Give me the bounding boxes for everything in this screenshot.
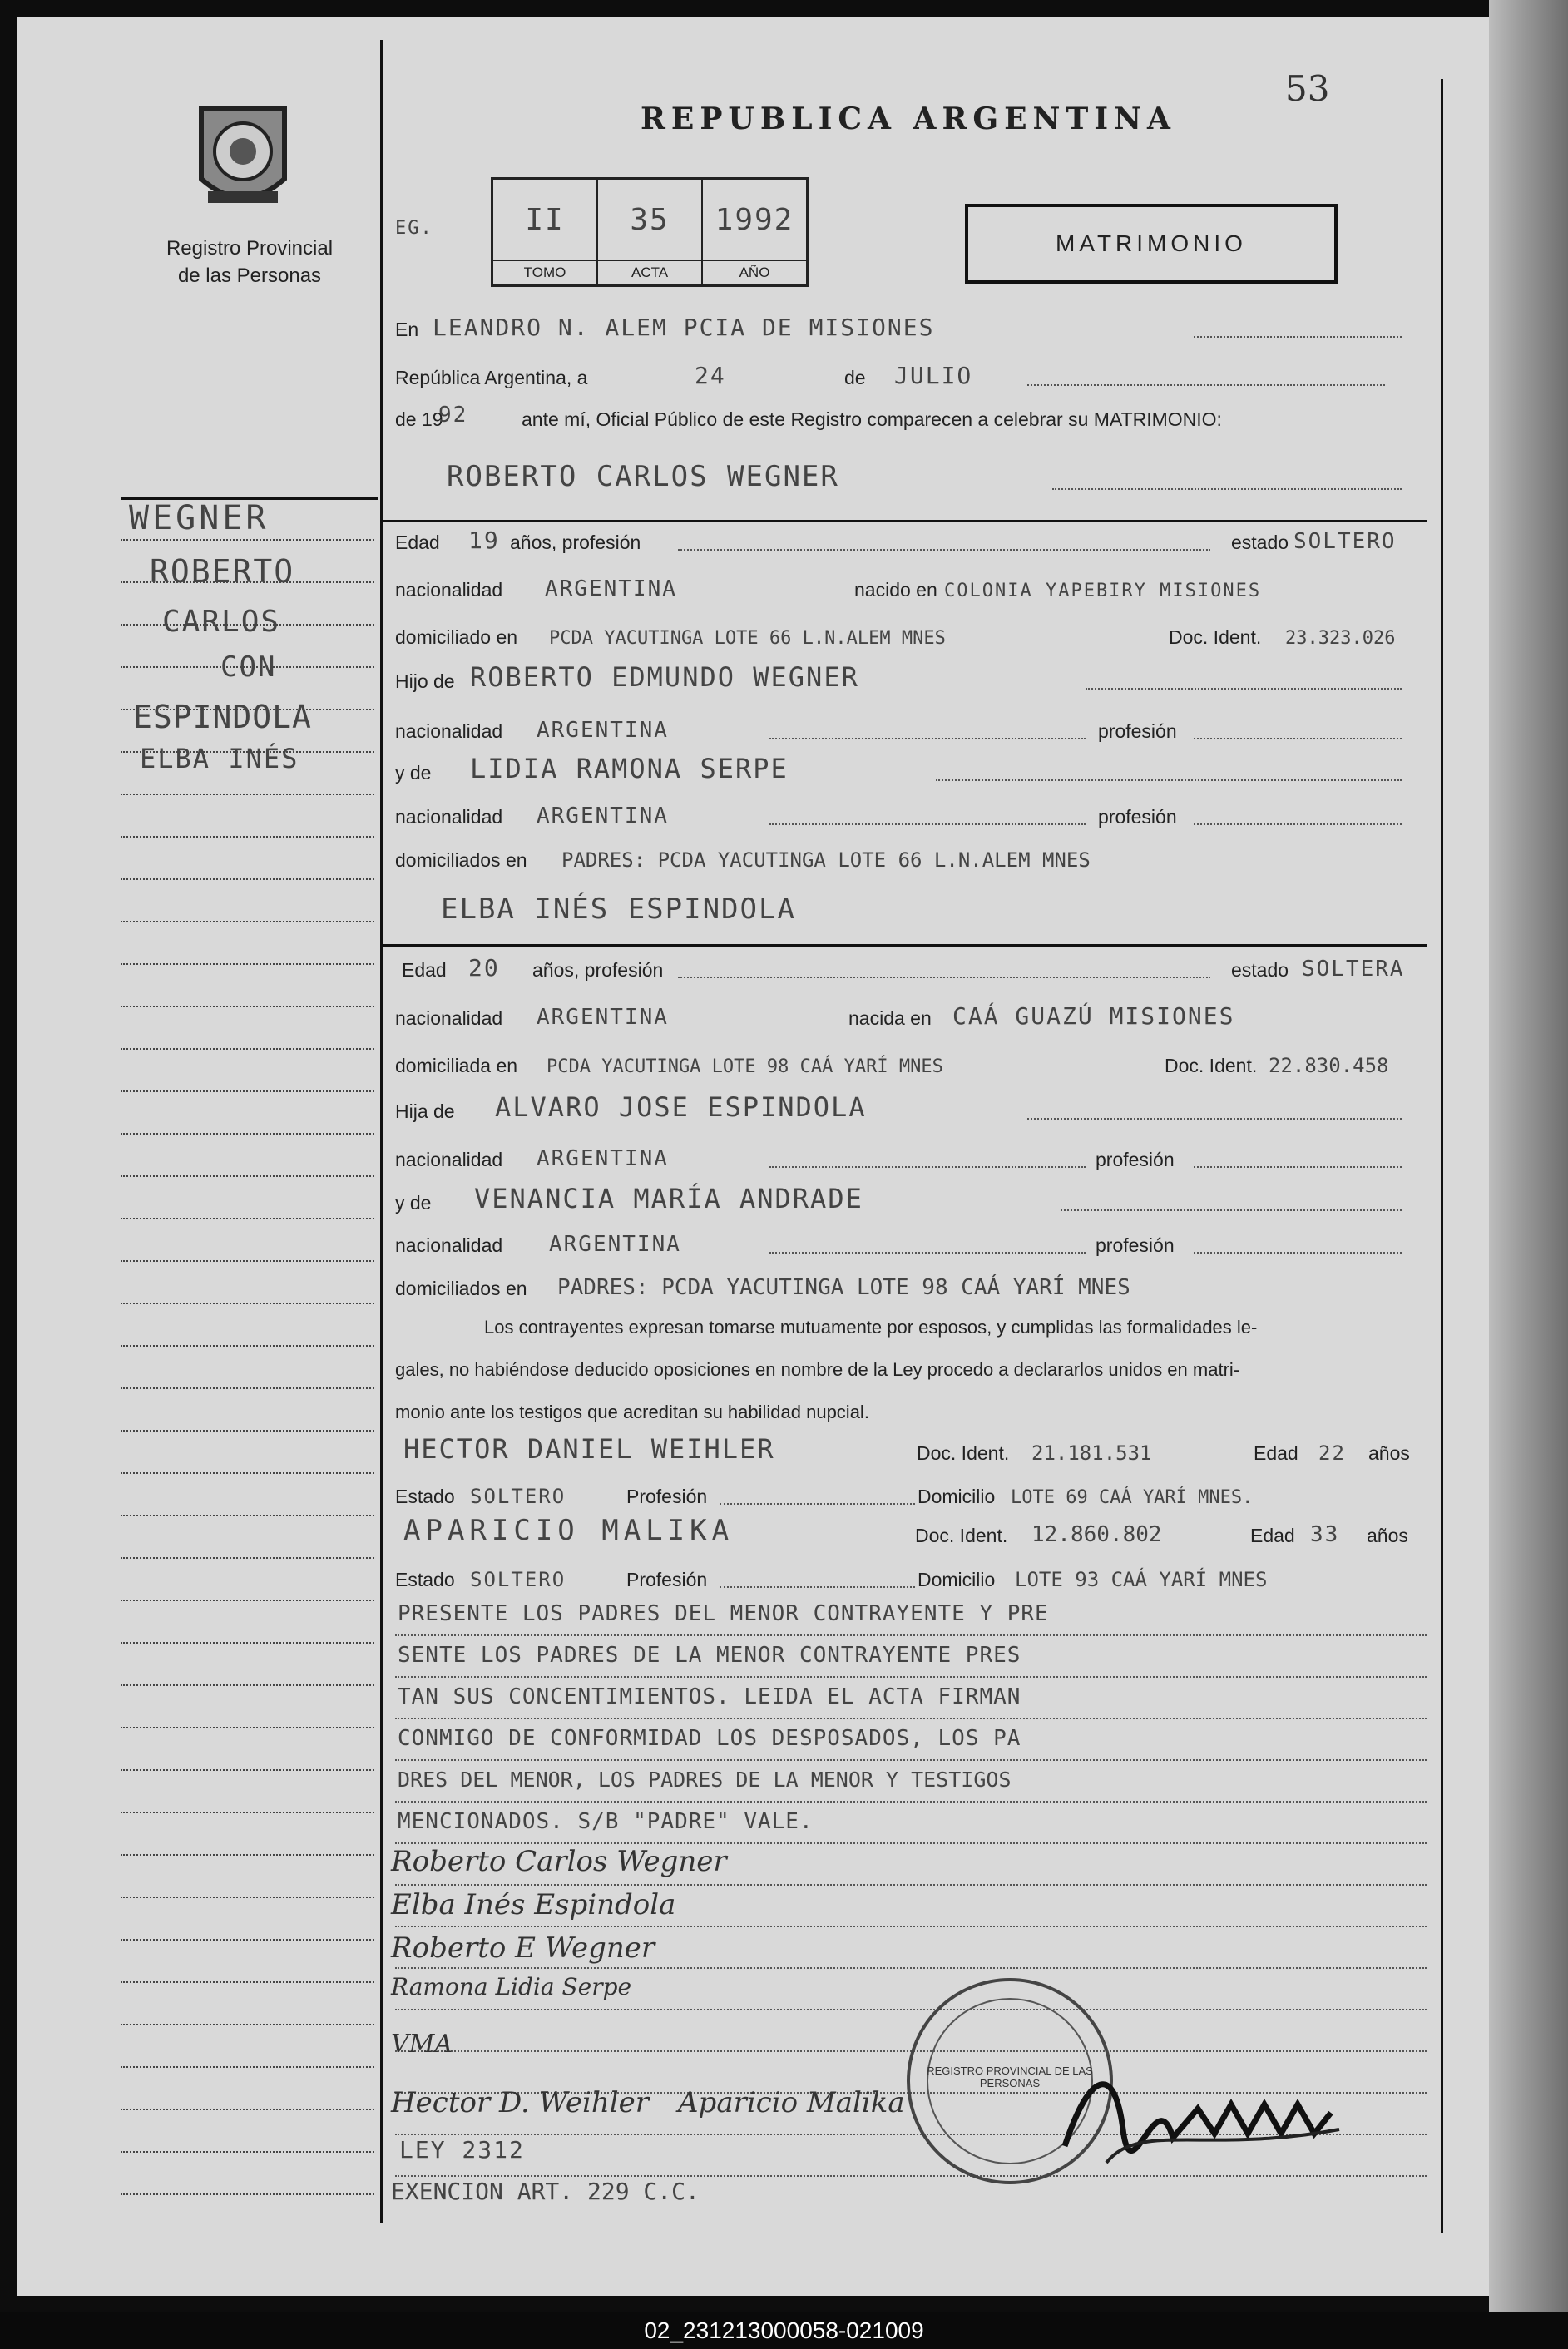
margin-rule-line	[121, 1090, 374, 1092]
margin-rule-line	[121, 1854, 374, 1856]
margin-rule-line	[121, 1387, 374, 1389]
note-rule-line	[395, 1634, 1427, 1636]
margin-rule-line	[121, 1260, 374, 1262]
groom-doc: 23.323.026	[1285, 628, 1396, 649]
de-label: de	[844, 367, 866, 388]
margin-rule-line	[121, 1303, 374, 1304]
groom-nacionalidad: ARGENTINA	[545, 576, 677, 601]
month-value: JULIO	[894, 362, 973, 389]
province-seal-icon	[193, 100, 293, 216]
note-line-5: DRES DEL MENOR, LOS PADRES DE LA MENOR Y TESTIGOS	[398, 1768, 1012, 1792]
witness1-doc: 21.181.531	[1031, 1442, 1152, 1465]
bride-mother-nac: ARGENTINA	[549, 1232, 681, 1257]
year-suffix: 92	[438, 403, 468, 428]
margin-rule-line	[121, 2109, 374, 2110]
margin-rule-line	[121, 921, 374, 922]
official-signature-icon	[1056, 2046, 1356, 2171]
witness1-name: HECTOR DANIEL WEIHLER	[403, 1433, 775, 1465]
groom-doc-label: Doc. Ident.	[1169, 626, 1262, 648]
groom-age: 19	[468, 527, 500, 554]
margin-rule-line	[121, 1727, 374, 1728]
margin-name-6: ELBA INÉS	[140, 743, 299, 774]
nac-label: nacionalidad	[395, 1149, 503, 1170]
margin-rule-line	[121, 1557, 374, 1559]
prof-label: profesión	[1098, 806, 1177, 828]
row-year	[395, 399, 1427, 433]
nac-label: nacionalidad	[395, 1007, 503, 1029]
acta-label: ACTA	[598, 260, 701, 284]
margin-rule-line	[121, 2024, 374, 2025]
bride-parents-dom: PADRES: PCDA YACUTINGA LOTE 98 CAÁ YARÍ MNES	[557, 1275, 1130, 1300]
note-rule-line	[395, 1926, 1427, 1927]
row-groom-father-nac	[395, 711, 1427, 744]
margin-rule-line	[121, 1939, 374, 1941]
note-rule-line	[395, 2009, 1427, 2010]
row-witness1	[395, 1433, 1427, 1466]
country-title: REPUBLICA ARGENTINA	[641, 101, 1176, 136]
row-bride-mother-nac	[395, 1225, 1427, 1259]
prof-label: Profesión	[626, 1569, 708, 1590]
page-number: 53	[1285, 68, 1330, 109]
note-line-1: PRESENTE LOS PADRES DEL MENOR CONTRAYENTE Y PRE	[398, 1601, 1049, 1626]
witness1-estado: SOLTERO	[470, 1485, 566, 1508]
bride-domicilio: PCDA YACUTINGA LOTE 98 CAÁ YARÍ MNES	[547, 1056, 943, 1077]
signature-witness1: Hector D. Weihler	[391, 2086, 649, 2119]
bride-name: ELBA INÉS ESPINDOLA	[441, 893, 796, 926]
tomo-value: II	[525, 203, 565, 237]
margin-rule-line	[121, 1684, 374, 1686]
registry-office-line1: Registro Provincial	[166, 237, 334, 260]
groom-nac-label: nacionalidad	[395, 579, 503, 601]
margin-rule-line	[121, 2066, 374, 2068]
bride-anos-prof: años, profesión	[532, 959, 664, 981]
groom-estado: SOLTERO	[1293, 529, 1397, 554]
margin-rule-line	[121, 963, 374, 965]
note-rule-line	[395, 1718, 1427, 1719]
margin-rule-line	[121, 1048, 374, 1050]
groom-edad-label: Edad	[395, 532, 440, 553]
row-groom-parents-dom	[395, 840, 1427, 873]
dom-label: Domicilio	[918, 1569, 996, 1590]
margin-rule-line	[121, 1642, 374, 1644]
estado-label: Estado	[395, 1569, 455, 1590]
doms-label: domiciliados en	[395, 1278, 527, 1299]
margin-rule-line	[121, 836, 374, 838]
margin-rule-line	[121, 2151, 374, 2153]
place-value: LEANDRO N. ALEM PCIA DE MISIONES	[433, 314, 935, 341]
row-groom-age	[395, 522, 1427, 556]
anos-label: años	[1368, 1442, 1410, 1464]
tomo-label: TOMO	[493, 260, 596, 284]
margin-rule-line	[121, 2193, 374, 2195]
witness2-name: APARICIO MALIKA	[403, 1514, 735, 1547]
closing-line-1: LEY 2312	[399, 2136, 525, 2164]
row-witness2-estado	[395, 1560, 1427, 1593]
formula-text: ante mí, Oficial Público de este Registro comparecen a celebrar su MATRIMONIO:	[522, 408, 1222, 430]
prof-label: Profesión	[626, 1486, 708, 1507]
witness1-dom: LOTE 69 CAÁ YARÍ MNES.	[1011, 1487, 1254, 1508]
row-bride-dom	[395, 1046, 1427, 1079]
groom-anos-prof: años, profesión	[510, 532, 641, 553]
groom-mother: LIDIA RAMONA SERPE	[470, 753, 789, 784]
row-place	[395, 309, 1427, 343]
note-rule-line	[395, 1801, 1427, 1803]
dom-label: Domicilio	[918, 1486, 996, 1507]
day-value: 24	[695, 362, 726, 389]
margin-rule-line	[121, 1600, 374, 1601]
groom-name: ROBERTO CARLOS WEGNER	[447, 460, 839, 493]
note-rule-line	[395, 1884, 1427, 1886]
margin-rule-line	[121, 1133, 374, 1135]
row-groom-dom	[395, 617, 1427, 650]
row-witness2	[395, 1516, 1427, 1549]
margin-rule-line	[121, 1981, 374, 1983]
tomo-acta-ano-box	[491, 177, 809, 287]
margin-rule-line	[121, 1515, 374, 1516]
groom-estado-label: estado	[1231, 532, 1289, 553]
bride-nacida-label: nacida en	[848, 1007, 932, 1029]
bride-dom-label: domiciliada en	[395, 1055, 518, 1076]
doc-label: Doc. Ident.	[917, 1442, 1010, 1464]
row-date	[395, 358, 1427, 391]
signature-groom: Roberto Carlos Wegner	[391, 1845, 727, 1878]
margin-rule-line	[121, 539, 374, 541]
bride-mother: VENANCIA MARÍA ANDRADE	[474, 1183, 863, 1214]
row-bride-father-nac	[395, 1140, 1427, 1173]
groom-nacido-label: nacido en	[854, 579, 937, 601]
signature-groom-father: Roberto E Wegner	[391, 1931, 655, 1965]
bride-doc: 22.830.458	[1269, 1054, 1389, 1077]
bride-father: ALVARO JOSE ESPINDOLA	[495, 1091, 867, 1123]
row-groom-nac	[395, 570, 1427, 603]
groom-dom-label: domiciliado en	[395, 626, 518, 648]
footer-code: 02_231213000058-021009	[0, 2312, 1568, 2349]
bride-birthplace: CAÁ GUAZÚ MISIONES	[952, 1002, 1235, 1030]
margin-name-5: ESPINDOLA	[133, 699, 312, 735]
margin-rule-line	[121, 1345, 374, 1347]
stamp-text: REGISTRO PROVINCIAL DE LAS PERSONAS	[927, 2065, 1093, 2089]
note-rule-line	[395, 1676, 1427, 1678]
margin-rule-line	[121, 1472, 374, 1474]
margin-name-1: WEGNER	[129, 499, 270, 537]
nac-label: nacionalidad	[395, 806, 503, 828]
row-groom-father	[395, 661, 1427, 695]
witness2-estado: SOLTERO	[470, 1568, 566, 1591]
bride-estado: SOLTERA	[1302, 957, 1405, 982]
row-groom-mother	[395, 753, 1427, 786]
bride-father-nac: ARGENTINA	[537, 1146, 669, 1171]
ano-cell	[703, 180, 806, 284]
act-type: MATRIMONIO	[1056, 230, 1247, 256]
declaration-line-2: gales, no habiéndose deducido oposiciones en nombre de la Ley procedo a declararlos unidos en matri-	[395, 1359, 1240, 1380]
witness1-age: 22	[1318, 1442, 1346, 1465]
groom-parents-dom: PADRES: PCDA YACUTINGA LOTE 66 L.N.ALEM MNES	[561, 848, 1091, 872]
acta-cell	[598, 180, 703, 284]
margin-rule-line	[121, 1218, 374, 1219]
bride-divider	[383, 944, 1427, 947]
en-label: En	[395, 319, 419, 340]
doc-label: Doc. Ident.	[915, 1525, 1008, 1546]
declaration-line-1: Los contrayentes expresan tomarse mutuamente por esposos, y cumplidas las formalidades le-	[484, 1317, 1258, 1338]
nac-label: nacionalidad	[395, 720, 503, 742]
margin-rule-line	[121, 1897, 374, 1898]
year-prefix: de 19	[395, 408, 443, 430]
bride-edad-label: Edad	[402, 959, 447, 981]
yde-label: y de	[395, 762, 432, 784]
margin-rule-line	[121, 794, 374, 795]
bride-nacionalidad: ARGENTINA	[537, 1005, 669, 1030]
hija-label: Hija de	[395, 1100, 455, 1122]
closing-line-2: EXENCION ART. 229 C.C.	[391, 2178, 700, 2205]
prof-label: profesión	[1096, 1234, 1175, 1256]
right-rule	[1441, 79, 1443, 2233]
margin-rule-line	[121, 1006, 374, 1007]
tomo-cell	[493, 180, 598, 284]
margin-name-2: ROBERTO	[150, 553, 295, 590]
page-edge	[1489, 0, 1568, 2312]
republica-label: República Argentina, a	[395, 367, 588, 388]
groom-father-nac: ARGENTINA	[537, 718, 669, 743]
note-rule-line	[395, 1842, 1427, 1844]
yde-label: y de	[395, 1192, 432, 1214]
note-line-4: CONMIGO DE CONFORMIDAD LOS DESPOSADOS, LOS PA	[398, 1726, 1021, 1751]
margin-rule-line	[121, 878, 374, 880]
groom-hijo-label: Hijo de	[395, 670, 455, 692]
note-rule-line	[395, 1967, 1427, 1969]
row-witness1-estado	[395, 1476, 1427, 1510]
ano-label: AÑO	[703, 260, 806, 284]
bride-estado-label: estado	[1231, 959, 1289, 981]
row-bride-age	[395, 950, 1427, 983]
registry-office-line2: de las Personas	[177, 265, 322, 287]
margin-rule-line	[121, 1812, 374, 1813]
margin-note: EG.	[395, 218, 433, 239]
signature-witness2: Aparicio Malika	[678, 2086, 905, 2119]
note-rule-line	[395, 2175, 1427, 2177]
witness2-age: 33	[1310, 1522, 1340, 1547]
groom-birthplace: COLONIA YAPEBIRY MISIONES	[944, 581, 1262, 601]
doc-label: Doc. Ident.	[1165, 1055, 1258, 1076]
note-rule-line	[395, 1759, 1427, 1761]
bride-age: 20	[468, 954, 500, 982]
note-line-6: MENCIONADOS. S/B "PADRE" VALE.	[398, 1809, 814, 1834]
margin-rule-line	[121, 1769, 374, 1771]
groom-mother-nac: ARGENTINA	[537, 804, 669, 828]
row-bride-nac	[395, 998, 1427, 1031]
row-groom-mother-nac	[395, 797, 1427, 830]
nac-label: nacionalidad	[395, 1234, 503, 1256]
margin-rule-line	[121, 1175, 374, 1177]
prof-label: profesión	[1098, 720, 1177, 742]
declaration-line-3: monio ante los testigos que acreditan su habilidad nupcial.	[395, 1402, 869, 1422]
doms-label: domiciliados en	[395, 849, 527, 871]
signature-bride-mother: VMA	[391, 2030, 453, 2059]
signature-groom-mother: Ramona Lidia Serpe	[391, 1973, 632, 2000]
prof-label: profesión	[1096, 1149, 1175, 1170]
edad-label: Edad	[1250, 1525, 1295, 1546]
ano-value: 1992	[715, 203, 794, 237]
witness2-dom: LOTE 93 CAÁ YARÍ MNES	[1015, 1568, 1268, 1591]
margin-name-4: CON	[220, 650, 277, 684]
row-bride-name	[395, 894, 1427, 927]
anos-label: años	[1367, 1525, 1408, 1546]
signature-bride: Elba Inés Espindola	[391, 1888, 676, 1921]
margin-name-3: CARLOS	[162, 605, 281, 639]
row-bride-father	[395, 1091, 1427, 1125]
groom-father: ROBERTO EDMUNDO WEGNER	[470, 661, 859, 693]
estado-label: Estado	[395, 1486, 455, 1507]
witness2-doc: 12.860.802	[1031, 1522, 1162, 1547]
edad-label: Edad	[1254, 1442, 1298, 1464]
act-type-box	[965, 204, 1338, 284]
left-rule	[380, 40, 383, 2223]
note-line-3: TAN SUS CONCENTIMIENTOS. LEIDA EL ACTA FIRMAN	[398, 1684, 1021, 1709]
groom-domicilio: PCDA YACUTINGA LOTE 66 L.N.ALEM MNES	[549, 628, 946, 649]
acta-value: 35	[630, 203, 670, 237]
row-bride-parents-dom	[395, 1268, 1427, 1302]
note-line-2: SENTE LOS PADRES DE LA MENOR CONTRAYENTE PRES	[398, 1643, 1021, 1668]
margin-rule-line	[121, 1430, 374, 1432]
row-bride-mother	[395, 1183, 1427, 1216]
row-groom-name	[395, 462, 1427, 495]
